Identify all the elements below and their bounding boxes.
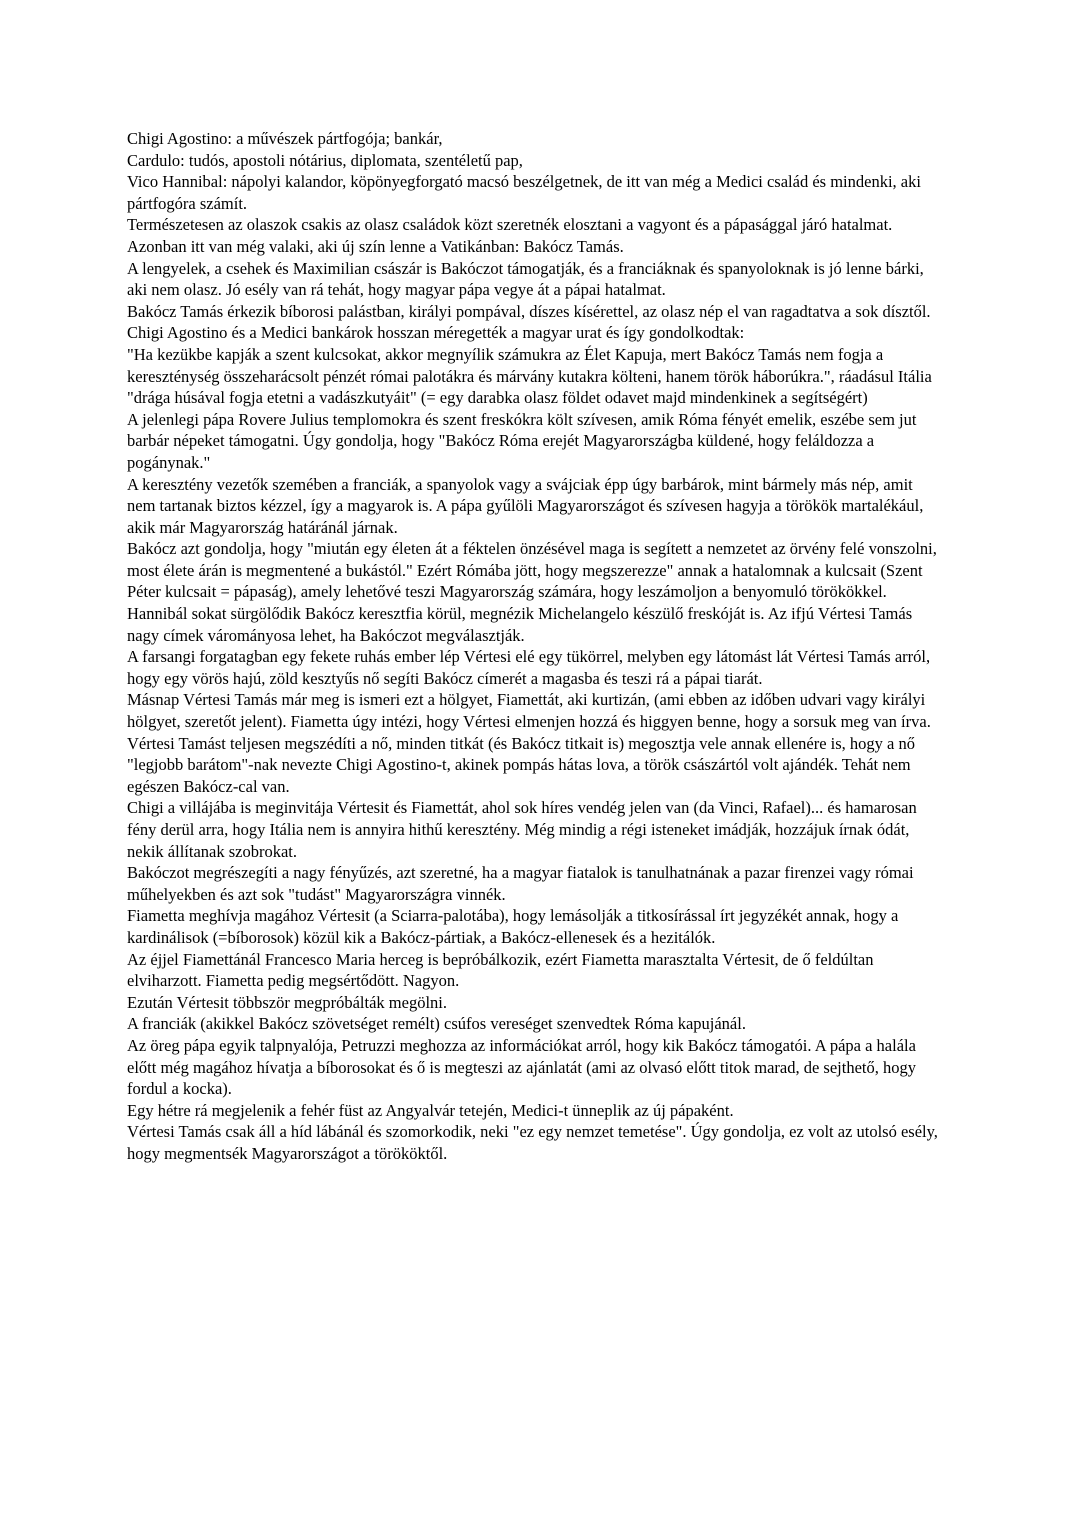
document-text-content — [127, 128, 945, 1165]
paragraph: Egy hétre rá megjelenik a fehér füst az Angyalvár tetején, Medici-t ünneplik az új pápaként. — [127, 1100, 734, 1120]
paragraph: Hannibál sokat sürgölődik Bakócz keresztfia körül, megnézik Michelangelo készülő freskóját is. Az ifjú Vértesi Tamás nagy címek várományosa lehet, ha Bakóczot megválasztják. — [127, 604, 913, 645]
paragraph: Ezután Vértesit többször megpróbálták megölni. — [127, 992, 447, 1012]
paragraph: Bakóczot megrészegíti a nagy fényűzés, azt szeretné, ha a magyar fiatalok is tanulhatnának a pazar firenzei vagy római műhelyekben és azt sok "tudást" Magyarországra vinnék. — [127, 863, 914, 904]
paragraph: Vico Hannibal: nápolyi kalandor, köpönyegforgató macsó beszélgetnek, de itt van még a Medici család és mindenki, aki pártfogóra számít. — [127, 172, 921, 213]
paragraph: A keresztény vezetők szemében a franciák, a spanyolok vagy a svájciak épp úgy barbárok, mint bármely más nép, amit nem tartanak biztos kézzel, így a magyarok is. A pápa gyűlöli Magyarországot és szívesen hagyja a törökök martalékául, akik már Magyarország határánál járnak. — [127, 474, 924, 537]
paragraph: Fiametta meghívja magához Vértesit (a Sciarra-palotába), hogy lemásolják a titkosírással írt jegyzékét annak, hogy a kardinálisok (=bíborosok) közül kik a Bakócz-pártiak, a Bakócz-ellenesek és a hezitálók. — [127, 906, 899, 947]
paragraph: Chigi a villájába is meginvitája Vértesit és Fiamettát, ahol sok híres vendég jelen van (da Vinci, Rafael)... és hamarosan fény derül arra, hogy Itália nem is annyira hithű keresztény. Még mindig a régi isteneket imádják, hozzájuk írnak ódát, nekik állítanak szobrokat. — [127, 798, 917, 861]
paragraph: A franciák (akikkel Bakócz szövetséget remélt) csúfos vereséget szenvedtek Róma kapujánál. — [127, 1014, 746, 1034]
paragraph: Az éjjel Fiamettánál Francesco Maria herceg is bepróbálkozik, ezért Fiametta marasztalta Vértesit, de ő feldúltan elviharzott. Fiametta pedig megsértődött. Nagyon. — [127, 949, 874, 991]
paragraph: A jelenlegi pápa Rovere Julius templomokra és szent freskókra költ szívesen, amik Róma fényét emelik, eszébe sem jut barbár népeket támogatni. Úgy gondolja, hogy "Bakócz Róma erejét Magyarországba küldené, hogy feláldozza a pogánynak." — [127, 409, 917, 472]
paragraph: Bakócz Tamás érkezik bíborosi palástban, királyi pompával, díszes kísérettel, az olasz nép el van ragadtatva a sok dísztől. Chigi Agostino és a Medici bankárok hosszan méregették a magyar urat és így gondolkodtak: — [127, 301, 931, 343]
paragraph: Cardulo: tudós, apostoli nótárius, diplomata, szentéletű pap, — [127, 150, 523, 170]
paragraph: "Ha kezükbe kapják a szent kulcsokat, akkor megnyílik számukra az Élet Kapuja, mert Bakócz Tamás nem fogja a kereszténység összeharácsolt pénzét római palotákra és márvány kutakra költeni, hanem török háborúkra.", ráadásul Itália "drága húsával fogja etetni a vadászkutyáit" (= egy darabka olasz földet odavet majd mindenkinek a segítségért) — [127, 344, 932, 408]
paragraph: A lengyelek, a csehek és Maximilian császár is Bakóczot támogatják, és a franciáknak és spanyoloknak is jó lenne bárki, aki nem olasz. Jó esély van rá tehát, hogy magyar pápa vegye át a pápai hatalmat. — [127, 258, 924, 300]
paragraph: Vértesi Tamás csak áll a híd lábánál és szomorkodik, neki "ez egy nemzet temetése". Úgy gondolja, ez volt az utolsó esély, hogy megmentsék Magyarországot a törököktől. — [127, 1122, 938, 1163]
paragraph: Chigi Agostino: a művészek pártfogója; bankár, — [127, 129, 443, 148]
paragraph: Az öreg pápa egyik talpnyalója, Petruzzi meghozza az információkat arról, hogy kik Bakócz támogatói. A pápa a halála előtt még magához hívatja a bíborosokat és ő is megteszi az ajánlatát (ami az olvasó előtt titok marad, de sejthető, hogy fordul a kocka). — [127, 1035, 917, 1099]
paragraph: Másnap Vértesi Tamás már meg is ismeri ezt a hölgyet, Fiamettát, aki kurtizán, (ami ebben az időben udvari vagy királyi hölgyet, szeretőt jelent). Fiametta úgy intézi, hogy Vértesi elmenjen hozzá és higgyen benne, hogy a sorsuk meg van írva. Vértesi Tamást teljesen megszédíti a nő, minden titkát (és Bakócz titkait is) megosztja vele annak ellenére is, hogy a nő "legjobb barátom"-nak nevezte Chigi Agostino-t, akinek pompás hátas lova, a török császártól volt ajándék. Tehát nem egészen Bakócz-cal van. — [127, 690, 931, 796]
paragraph: Bakócz azt gondolja, hogy "miután egy életen át a féktelen önzésével maga is segített a nemzetet az örvény felé vonszolni, most élete árán is megmentené a bukástól." Ezért Rómába jött, hogy megszerezze" annak a hatalomnak a kulcsait (Szent Péter kulcsait = pápaság), amely lehetővé teszi Magyarország számára, hogy leszámoljon a benyomuló törökökkel. — [127, 539, 937, 602]
paragraph: Természetesen az olaszok csakis az olasz családok közt szeretnék elosztani a vagyont és a pápasággal járó hatalmat. Azonban itt van még valaki, aki új szín lenne a Vatikánban: Bakócz Tamás. — [127, 215, 893, 256]
paragraph: A farsangi forgatagban egy fekete ruhás ember lép Vértesi elé egy tükörrel, melyben egy látomást lát Vértesi Tamás arról, hogy egy vörös hajú, zöld kesztyűs nő segíti Bakócz címerét a magasba és teszi rá a pápai tiarát. — [127, 647, 931, 688]
